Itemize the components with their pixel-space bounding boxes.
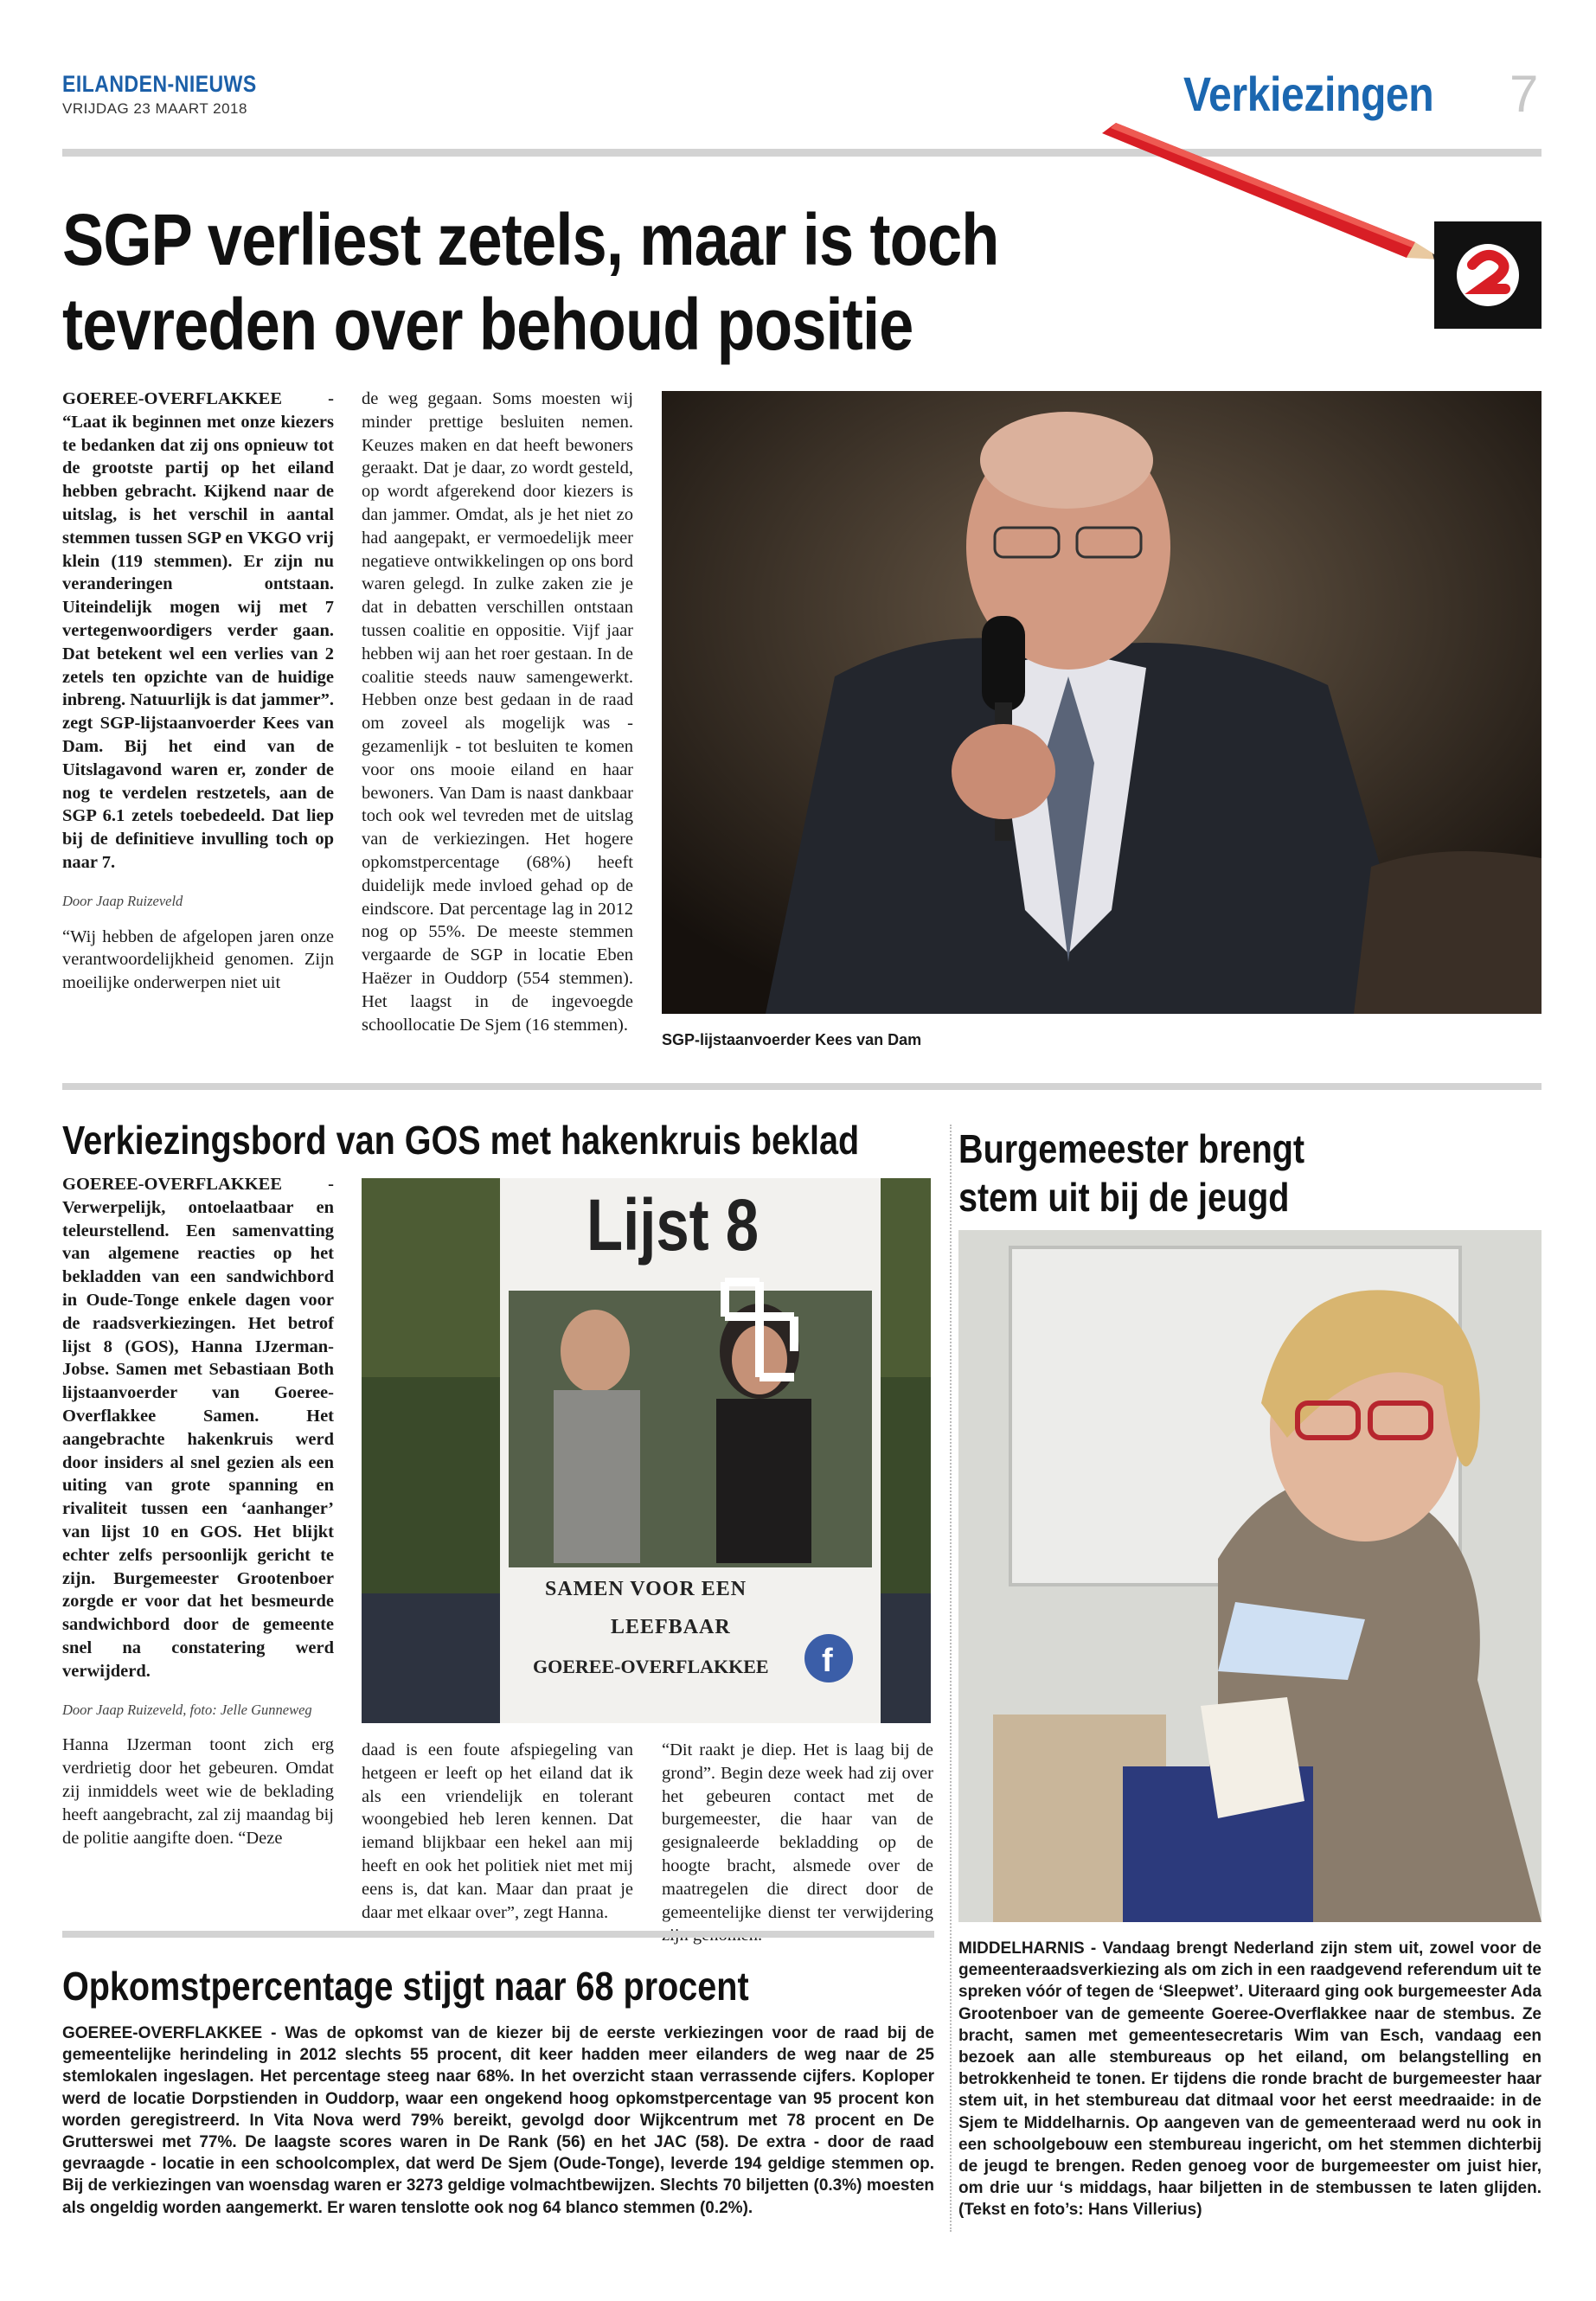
article2-lead: GOEREE-OVERFLAKKEE - Verwerpelijk, ontoelaatbaar en teleurstellend. Een samenvatting van algemene reacties op het bekladden van een sandwichbord in Oude-Tonge enkele dagen voor de raadsverkiezingen. Het betrof lijst 8 (GOS), Hanna IJzerman-Jobse. Samen met Sebastiaan Both lijstaanvoerder van Goeree-Overflakkee Samen. Het aangebrachte hakenkruis werd door insiders al snel gezien als een uiting van grote spanning en rivaliteit tussen een ‘aanhanger’ van lijst 10 en GOS. Het blijkt echter zelfs persoonlijk gericht te zijn. Burgemeester Grootenboer zorgde er voor dat het besmeurde sandwichbord door de gemeente snel na constatering werd verwijderd. [62, 1175, 334, 1681]
article2-headline: Verkiezingsbord van GOS met hakenkruis beklad [62, 1118, 860, 1163]
article1-headline-line2: tevreden over behoud positie [62, 284, 913, 365]
article4-headline: Opkomstpercentage stijgt naar 68 procent [62, 1964, 749, 2009]
article3-headline [958, 1125, 1304, 1221]
article2-photo [362, 1178, 931, 1723]
article3-photo [958, 1230, 1542, 1922]
svg-text:f: f [822, 1643, 833, 1679]
poster-line-3: GOEREE-OVERFLAKKEE [533, 1656, 769, 1677]
article1-lead: GOEREE-OVERFLAKKEE - “Laat ik beginnen met onze kiezers te bedanken dat zij ons opnieuw tot de grootste partij op het eiland hebben gebracht. Kijkend naar de uitslag, is het verschil in aantal stemmen tussen SGP en VKGO vrij klein (119 stemmen). Er zijn nu veranderingen ontstaan. Uiteindelijk mogen wij met 7 vertegenwoordigers verder gaan. Dat betekent wel een verlies van 2 zetels ten opzichte van de huidige inbreng. Natuurlijk is dat jammer”. zegt SGP-lijstaanvoerder Kees van Dam. Bij het eind van de Uitslagavond waren er, zonder de nog te verdelen restzetels, aan de SGP 6.1 zetels toebedeeld. Dat liep bij de definitieve invulling toch op naar 7. [62, 389, 334, 872]
article2-column-2 [362, 1739, 633, 1924]
brand-logo-icon [1434, 221, 1542, 329]
article2-byline: Door Jaap Ruizeveld, foto: Jelle Gunneweg [62, 1701, 312, 1718]
article1-column-2 [362, 388, 633, 1036]
article4-body-text: GOEREE-OVERFLAKKEE - Was de opkomst van de kiezer bij de eerste verkiezingen voor de raad bij de gemeentelijke herindeling in 2012 slechts 55 procent, dit keer hadden meer eilanders de weg naar de 25 stemlokalen ingeslagen. Het percentage steeg naar 68%. In het overzicht staan verrassende cijfers. Koploper werd de locatie Dorpstienden in Ouddorp, waar een ongekend hoog opkomstpercentage van 95 procent kon worden geregistreerd. In Vita Nova werd 79% bereikt, gevolgd door Wijkcentrum met 78 procent en De Grutterswei met 77%. De laagste scores waren in De Rank (56) en het JAC (58). De extra - door de raad gevraagde - locatie in een schoolcomplex, dat werd De Sjem (Oude-Tonge), leverde 194 geldige stemmen op. Bij de verkiezingen van woensdag waren er 3273 geldige volmachtbewijzen. Slechts 70 biljetten (0.3%) moesten als ongeldig worden aangemerkt. Er waren tenslotte ook nog 64 blanco stemmen (0.2%). [62, 2024, 934, 2217]
article1-column-1 [62, 388, 334, 995]
article1-body-col2: de weg gegaan. Soms moesten wij minder prettige besluiten nemen. Keuzes maken en dat heeft bewoners geraakt. Dat je daar, zo wordt gesteld, op wordt afgerekend door kiezers is dan jammer. Omdat, als je het niet zo had aangepakt, er vermoedelijk meer negatieve ontwikkelingen op ons bord waren gelegd. In zulke zaken zie je dat in debatten verschillen ontstaan tussen coalitie en oppositie. Vijf jaar hebben wij aan het roer gestaan. In de coalitie steeds nauw samengewerkt. Hebben onze best gedaan in de raad om zoveel als mogelijk was - gezamenlijk - tot besluiten te komen voor ons mooie eiland en haar bewoners. Van Dam is naast dankbaar toch ook wel tevreden met de uitslag van de verkiezingen. Het hogere opkomstpercentage (68%) heeft duidelijk mede invloed gehad op de eindscore. Dat percentage lag in 2012 nog op 55%. De meeste stemmen vergaarde de SGP in locatie Eben Haëzer in Ouddorp (554 stemmen). Het laagst in de ingevoegde schoollocatie De Sjem (16 stemmen). [362, 389, 633, 1035]
poster-list-label: Lijst 8 [586, 1184, 760, 1266]
article2-column-3 [662, 1739, 933, 1947]
article2-column-1 [62, 1173, 334, 1849]
article4-body [62, 2022, 934, 2219]
masthead-date: VRIJDAG 23 MAART 2018 [62, 100, 247, 117]
article2-body-col2: daad is een foute afspiegeling van hetgeen er leeft op het eiland dat ik als een vriendelijk en tolerant woongebied heb leren kennen. Dat iemand blijkbaar een hekel aan mij heeft en ook het politiek niet met mij eens is, dat kan. Maar dan praat je daar met elkaar over”, zegt Hanna. [362, 1740, 633, 1922]
section-title: Verkiezingen [1183, 67, 1434, 121]
article1-headline [62, 197, 999, 367]
column-divider [950, 1125, 952, 2232]
masthead-logo: EILANDEN-NIEUWS [62, 70, 257, 97]
article1-photo [662, 391, 1542, 1014]
article1-headline-line1: SGP verliest zetels, maar is toch [62, 199, 999, 280]
poster-line-1: SAMEN VOOR EEN [545, 1578, 747, 1600]
article1-byline: Door Jaap Ruizeveld [62, 892, 183, 909]
article2-body-col3: “Dit raakt je diep. Het is laag bij de grond”. Begin deze week had zij over het gebeuren contact met de burgemeester, die haar van de gesignaleerde bekladding op de hoogte bracht, alsmede over de maatregelen die direct door de gemeentelijke dienst ter verwijdering [662, 1740, 933, 1922]
page-number: 7 [1509, 65, 1539, 123]
article1-photo-caption: SGP-lijstaanvoerder Kees van Dam [662, 1031, 922, 1048]
pencil-icon [1099, 121, 1462, 268]
section-rule-2 [62, 1931, 934, 1938]
article3-body [958, 1938, 1542, 2221]
article2-body-col1: Hanna IJzerman toont zich erg verdrietig door het gebeuren. Omdat zij inmiddels weet wie de beklading heeft aangebracht, zal zij maandag bij de politie aangifte doen. “Deze [62, 1735, 334, 1848]
article3-body-text: MIDDELHARNIS - Vandaag brengt Nederland zijn stem uit, zowel voor de gemeenteraadsverkiezing als om zich in een raadgevend referendum uit te spreken vóór of tegen de ‘Sleepwet’. Uiteraard ging ook burgemeester Ada Grootenboer van de gemeente Goeree-Overflakkee naar de stembus. Ze bracht, samen met gemeentesecretaris Wim van Esch, vandaag een bezoek aan alle stembureaus op het eiland, om belangstelling en betrokkenheid te tonen. Er tijdens die ronde bracht de burgemeester haar stem uit, in het stembureau dat ditmaal voor het eerst meedraaide: in de Sjem te Middelharnis. Op aangeven van de gemeenteraad werd nu ook in een schoolgebouw een stembureau ingericht, om het stemmen dichterbij de jeugd te brengen. Reden genoeg voor de burgemeester om juist hier, om drie uur ‘s middags, haar biljetten in de stembussen te laten glijden. (Tekst en foto’s: Hans Villerius) [958, 1939, 1542, 2220]
section-rule-1 [62, 1083, 1542, 1090]
article1-body-col1: “Wij hebben de afgelopen jaren onze verantwoordelijkheid genomen. Zijn moeilijke onderwerpen niet uit [62, 926, 334, 993]
article3-headline-line2: stem uit bij de jeugd [958, 1175, 1290, 1220]
poster-line-2: LEEFBAAR [611, 1616, 731, 1638]
article3-headline-line1: Burgemeester brengt [958, 1126, 1305, 1171]
